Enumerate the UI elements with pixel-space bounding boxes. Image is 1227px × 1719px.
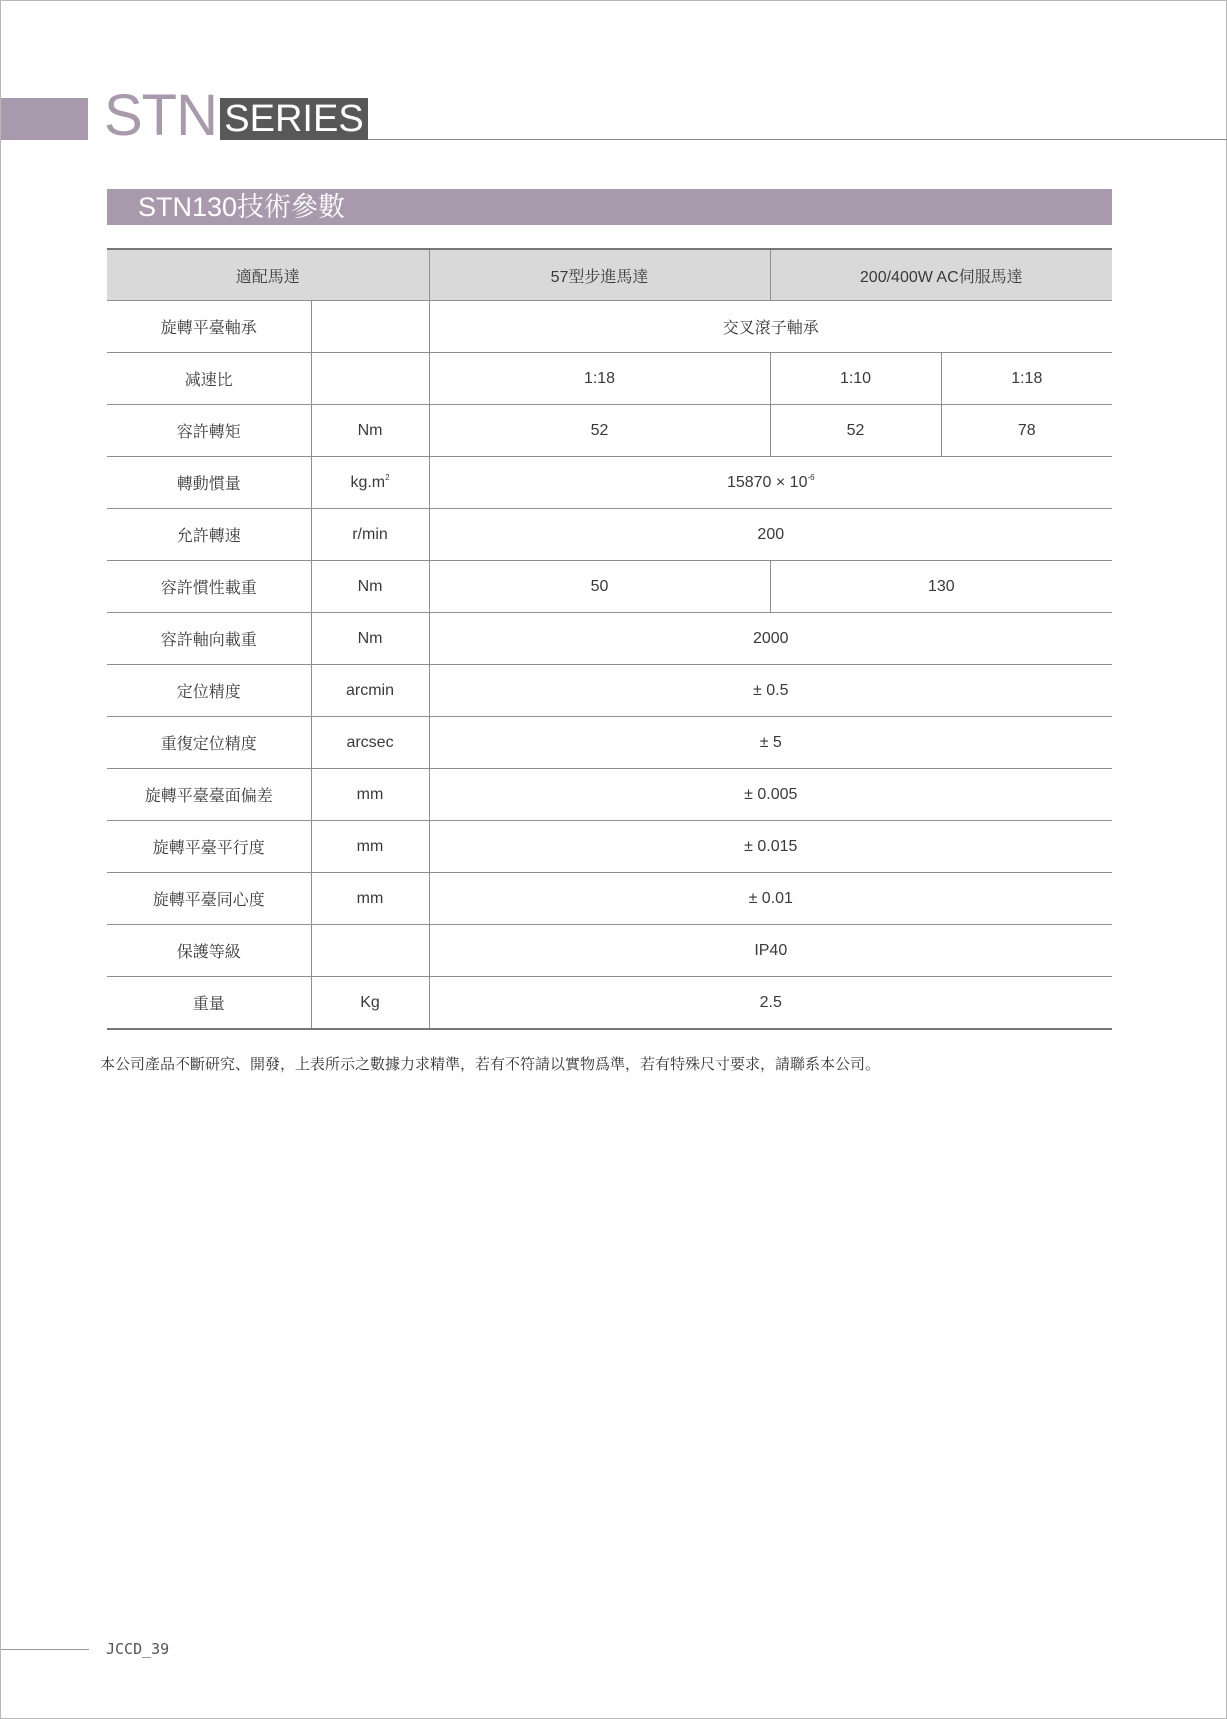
row-value: 交叉滾子軸承 (429, 301, 1112, 353)
brand-title: STN (104, 83, 217, 148)
row-value: 200 (429, 509, 1112, 561)
row-value: 2000 (429, 613, 1112, 665)
row-label: 定位精度 (107, 665, 311, 717)
table-row (107, 665, 1112, 717)
row-unit (311, 301, 429, 353)
row-unit: arcsec (311, 717, 429, 769)
table-row (107, 925, 1112, 977)
row-value: 2.5 (429, 977, 1112, 1030)
row-value: 1:18 (941, 353, 1112, 405)
row-label: 容許慣性載重 (107, 561, 311, 613)
row-label: 减速比 (107, 353, 311, 405)
row-unit: mm (311, 873, 429, 925)
unit-text: kg.m (350, 473, 386, 491)
table-row (107, 509, 1112, 561)
row-value: 78 (941, 405, 1112, 457)
row-label: 允許轉速 (107, 509, 311, 561)
row-value: ± 0.01 (429, 873, 1112, 925)
row-unit: arcmin (311, 665, 429, 717)
table-row (107, 301, 1112, 353)
row-unit: Nm (311, 561, 429, 613)
row-label: 轉動慣量 (107, 457, 311, 509)
row-value: IP40 (429, 925, 1112, 977)
header-stepper: 57型步進馬達 (429, 249, 770, 301)
page-number: JCCD_39 (106, 1640, 170, 1658)
header-motor-label: 適配馬達 (107, 249, 429, 301)
header-servo: 200/400W AC伺服馬達 (770, 249, 1112, 301)
row-value: ± 0.5 (429, 665, 1112, 717)
series-badge: SERIES (220, 98, 368, 140)
header-accent-band (1, 98, 88, 140)
table-header-row (107, 249, 1112, 301)
row-label: 旋轉平臺臺面偏差 (107, 769, 311, 821)
row-label: 重量 (107, 977, 311, 1030)
table-row (107, 769, 1112, 821)
row-value: 52 (770, 405, 941, 457)
row-unit: mm (311, 821, 429, 873)
footnote: 本公司產品不斷研究、開發，上表所示之數據力求精準，若有不符請以實物爲準，若有特殊尺寸要求，請聯系本公司。 (100, 1056, 881, 1073)
unit-superscript: 2 (385, 472, 390, 482)
table-row (107, 405, 1112, 457)
value-text: 15870 × 10 (726, 473, 808, 491)
footer-rule (1, 1649, 89, 1650)
row-value: 130 (770, 561, 1112, 613)
table-row (107, 613, 1112, 665)
table-row (107, 353, 1112, 405)
row-unit: r/min (311, 509, 429, 561)
row-value: 50 (429, 561, 770, 613)
row-value: 1:18 (429, 353, 770, 405)
spec-table (107, 248, 1112, 1030)
value-superscript: -6 (807, 472, 815, 482)
row-unit (311, 353, 429, 405)
table-row (107, 717, 1112, 769)
row-label: 旋轉平臺同心度 (107, 873, 311, 925)
row-label: 容許軸向載重 (107, 613, 311, 665)
row-value: ± 0.005 (429, 769, 1112, 821)
row-unit: Nm (311, 405, 429, 457)
row-label: 容許轉矩 (107, 405, 311, 457)
row-label: 旋轉平臺軸承 (107, 301, 311, 353)
row-unit (311, 925, 429, 977)
row-label: 旋轉平臺平行度 (107, 821, 311, 873)
row-unit: Kg (311, 977, 429, 1030)
row-value: ± 5 (429, 717, 1112, 769)
table-row (107, 821, 1112, 873)
row-value (429, 457, 1112, 509)
row-unit (311, 457, 429, 509)
table-row (107, 457, 1112, 509)
row-label: 重復定位精度 (107, 717, 311, 769)
table-row (107, 873, 1112, 925)
table-row (107, 977, 1112, 1030)
row-unit: mm (311, 769, 429, 821)
section-title: STN130技術參數 (107, 189, 1112, 225)
row-value: 52 (429, 405, 770, 457)
row-value: 1:10 (770, 353, 941, 405)
table-row (107, 561, 1112, 613)
row-unit: Nm (311, 613, 429, 665)
row-value: ± 0.015 (429, 821, 1112, 873)
header-rule (368, 139, 1227, 140)
row-label: 保護等級 (107, 925, 311, 977)
